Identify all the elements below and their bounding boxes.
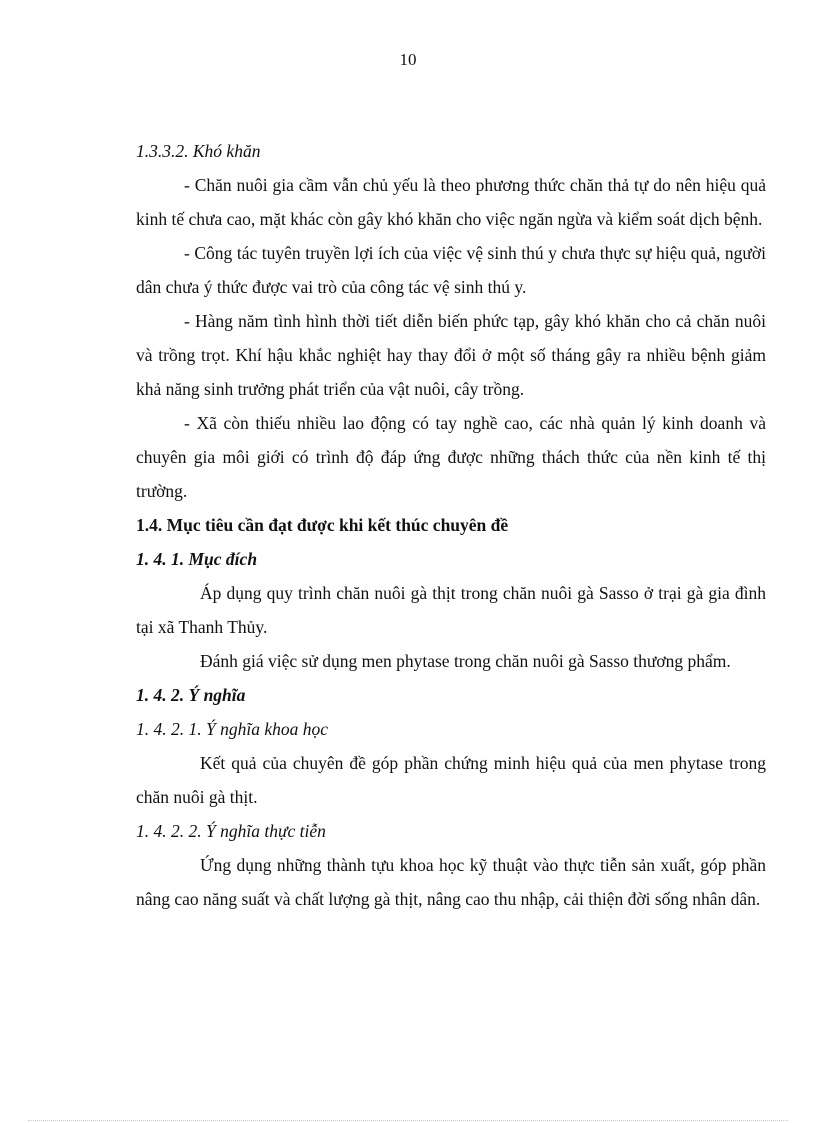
scientific-meaning-paragraph: Kết quả của chuyên đề góp phần chứng minh hiệu quả của men phytase trong chăn nuôi gà thịt. <box>136 753 766 807</box>
page-content <box>136 134 766 916</box>
difficulty-item-3: - Hàng năm tình hình thời tiết diễn biến phức tạp, gây khó khăn cho cả chăn nuôi và trồng trọt. Khí hậu khắc nghiệt hay thay đổi ở một số tháng gây ra nhiều bệnh giảm khả năng sinh trưởng phát triển của vật nuôi, cây trồng. <box>136 311 766 399</box>
purpose-paragraph-1: Áp dụng quy trình chăn nuôi gà thịt trong chăn nuôi gà Sasso ở trại gà gia đình tại xã Thanh Thủy. <box>136 583 766 637</box>
section-heading-1-4-2: 1. 4. 2. Ý nghĩa <box>136 685 246 705</box>
difficulty-item-1: - Chăn nuôi gia cầm vẫn chủ yếu là theo phương thức chăn thả tự do nên hiệu quả kinh tế chưa cao, mặt khác còn gây khó khăn cho việc ngăn ngừa và kiểm soát dịch bệnh. <box>136 175 766 229</box>
practical-meaning-paragraph: Ứng dụng những thành tựu khoa học kỹ thuật vào thực tiễn sản xuất, góp phần nâng cao năng suất và chất lượng gà thịt, nâng cao thu nhập, cải thiện đời sống nhân dân. <box>136 855 766 909</box>
section-heading-1-4: 1.4. Mục tiêu cần đạt được khi kết thúc chuyên đề <box>136 515 509 535</box>
difficulty-item-4: - Xã còn thiếu nhiều lao động có tay nghề cao, các nhà quản lý kinh doanh và chuyên gia môi giới có trình độ đáp ứng được những thách thức của nền kinh tế thị trường. <box>136 413 766 501</box>
page-bottom-divider <box>28 1120 788 1121</box>
subsection-heading-scientific: 1. 4. 2. 1. Ý nghĩa khoa học <box>136 719 329 739</box>
purpose-paragraph-2: Đánh giá việc sử dụng men phytase trong chăn nuôi gà Sasso thương phẩm. <box>200 651 731 671</box>
page-number: 10 <box>399 50 417 69</box>
difficulty-item-2: - Công tác tuyên truyền lợi ích của việc vệ sinh thú y chưa thực sự hiệu quả, người dân chưa ý thức được vai trò của công tác vệ sinh thú y. <box>136 243 766 297</box>
subsection-heading-practical: 1. 4. 2. 2. Ý nghĩa thực tiễn <box>136 821 326 841</box>
section-heading-1-4-1: 1. 4. 1. Mục đích <box>136 549 258 569</box>
section-heading-1-3-3-2: 1.3.3.2. Khó khăn <box>136 141 261 161</box>
